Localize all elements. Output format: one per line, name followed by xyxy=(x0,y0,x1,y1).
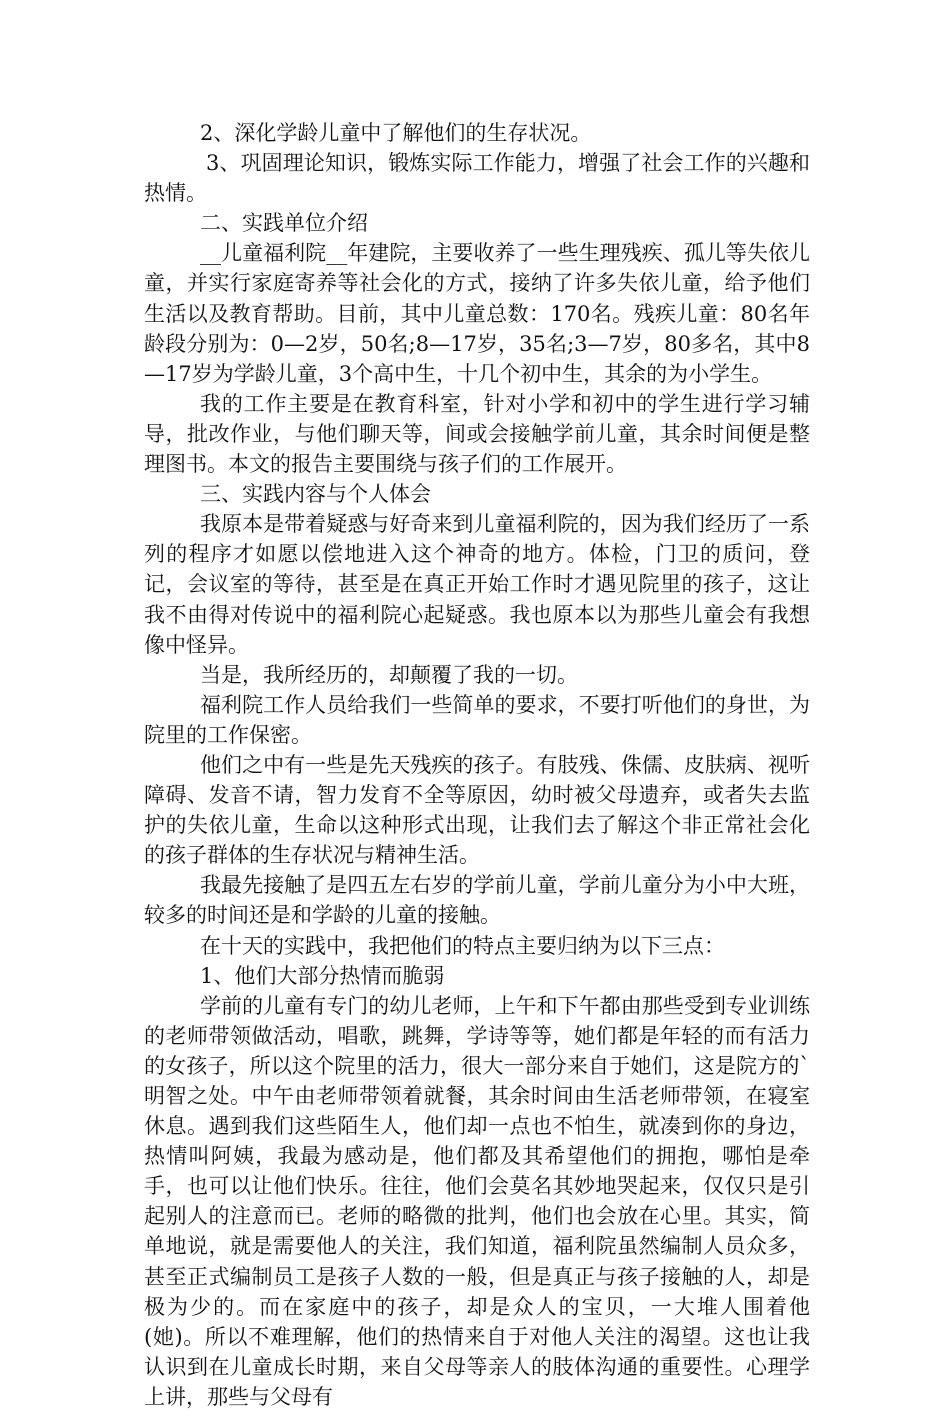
section-heading-practice-content: 三、实践内容与个人体会 xyxy=(200,482,431,507)
paragraph-children-background: 他们之中有一些是先天残疾的孩子。有肢残、侏儒、皮肤病、视听障碍、发音不请，智力发育不全等原因，幼时被父母遗弃，或者失去监护的失依儿童，生命以这种形式出现，让我们去了解这个非正常社会化的孩子群体的生存状况与精神生活。 xyxy=(144,752,810,868)
paragraph-objective-2: 2、深化学龄儿童中了解他们的生存状况。 xyxy=(200,121,592,145)
paragraph-objective-3: 3、巩固理论知识，锻炼实际工作能力，增强了社会工作的兴趣和热情。 xyxy=(144,151,810,206)
paragraph-requirements: 福利院工作人员给我们一些简单的要求，不要打听他们的身世，为院里的工作保密。 xyxy=(144,692,810,747)
paragraph-initial-impression: 我原本是带着疑惑与好奇来到儿童福利院的，因为我们经历了一系列的程序才如愿以偿地进入这个神奇的地方。体检，门卫的质问，登记，会议室的等待，甚至是在真正开始工作时才遇见院里的孩子，这让我不由得对传说中的福利院心起疑惑。我也原本以为那些儿童会有我想像中怪异。 xyxy=(144,512,810,657)
paragraph-work-duties: 我的工作主要是在教育科室，针对小学和初中的学生进行学习辅导，批改作业，与他们聊天等，间或会接触学前儿童，其余时间便是整理图书。本文的报告主要围绕与孩子们的工作展开。 xyxy=(144,391,810,477)
section-heading-unit-intro: 二、实践单位介绍 xyxy=(200,211,368,236)
paragraph-three-points-intro: 在十天的实践中，我把他们的特点主要归纳为以下三点： xyxy=(200,933,725,958)
paragraph-unit-intro: __儿童福利院__年建院，主要收养了一些生理残疾、孤儿等失依儿童，并实行家庭寄养等社会化的方式，接纳了许多失依儿童，给予他们生活以及教育帮助。目前，其中儿童总数：170名。残疾儿童：80名年龄段分别为：0—2岁，50名;8—17岁，35名;3—7岁，80多名，其中8—17岁为学龄儿童，3个高中生，十几个初中生，其余的为小学生。 xyxy=(144,241,810,386)
paragraph-preschool-contact: 我最先接触了是四五左右岁的学前儿童，学前儿童分为小中大班，较多的时间还是和学龄的儿童的接触。 xyxy=(144,873,810,928)
document-body xyxy=(144,118,810,1412)
paragraph-overturned: 当是，我所经历的，却颠覆了我的一切。 xyxy=(200,662,578,687)
subheading-point-1: 1、他们大部分热情而脆弱 xyxy=(200,963,445,988)
paragraph-point-1-detail: 学前的儿童有专门的幼儿老师，上午和下午都由那些受到专业训练的老师带领做活动，唱歌，跳舞，学诗等等，她们都是年轻的而有活力的女孩子，所以这个院里的活力，很大一部分来自于她们，这是院方的`明智之处。中午由老师带领着就餐，其余时间由生活老师带领，在寝室休息。遇到我们这些陌生人，他们却一点也不怕生，就凑到你的身边，热情叫阿姨，我最为感动是，他们都及其希望他们的拥抱，哪怕是牵手，也可以让他们快乐。往往，他们会莫名其妙地哭起来，仅仅只是引起别人的注意而已。老师的略微的批判，他们也会放在心里。其实，简单地说，就是需要他人的关注，我们知道，福利院虽然编制人员众多，甚至正式编制员工是孩子人数的一般，但是真正与孩子接触的人，却是极为少的。而在家庭中的孩子，却是众人的宝贝，一大堆人围着他(她)。所以不难理解，他们的热情来自于对他人关注的渴望。这也让我认识到在儿童成长时期，来自父母等亲人的肢体沟通的重要性。心理学上讲，那些与父母有 xyxy=(144,993,810,1409)
